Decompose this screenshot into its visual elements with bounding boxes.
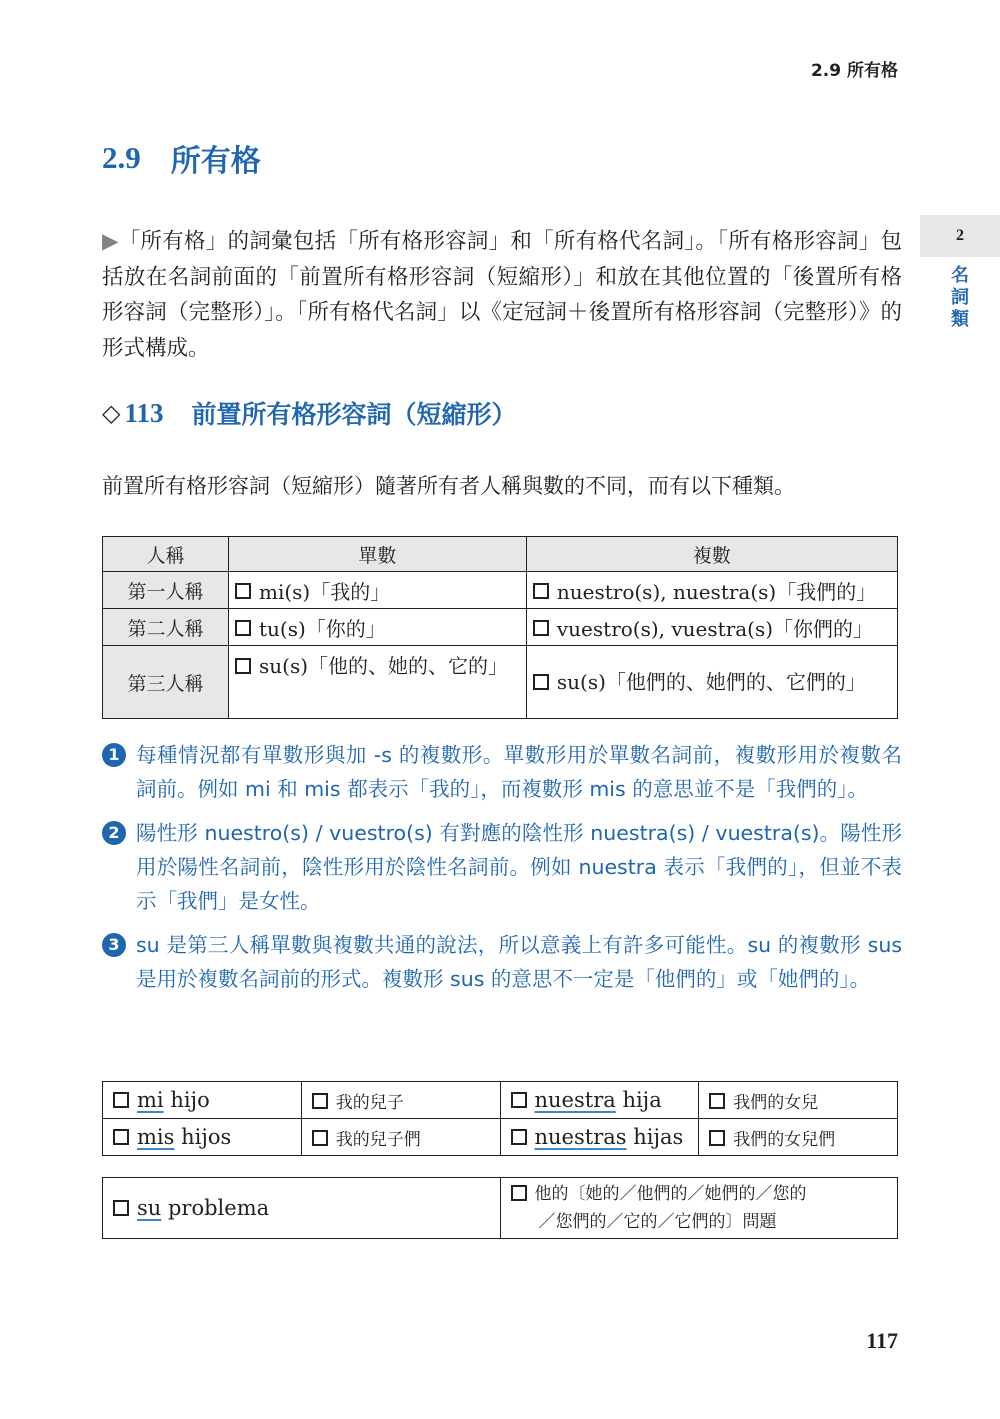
checkbox-icon <box>533 620 549 636</box>
person-cell: 第一人稱 <box>103 572 229 609</box>
checkbox-icon <box>235 583 251 599</box>
plural-cell: nuestro(s), nuestra(s)「我們的」 <box>526 572 897 609</box>
possessive-table <box>102 536 898 719</box>
table-row <box>103 1178 898 1239</box>
notes-list <box>102 738 902 1006</box>
chapter-label: 名詞類 <box>951 265 969 330</box>
checkbox-icon <box>312 1093 328 1109</box>
example-zh: 我們的女兒們 <box>699 1119 898 1156</box>
section-title <box>102 136 261 180</box>
subsection-title <box>102 395 517 431</box>
page-number: 117 <box>866 1328 898 1353</box>
diamond-icon: ◇ <box>102 399 121 427</box>
checkbox-icon <box>709 1093 725 1109</box>
chapter-side-tab <box>920 215 1000 330</box>
subsection-number: 113 <box>124 397 164 428</box>
checkbox-icon <box>511 1092 527 1108</box>
example-es: mis hijos <box>103 1119 302 1156</box>
checkbox-icon <box>235 620 251 636</box>
checkbox-icon <box>235 658 251 674</box>
note-item: 2 陽性形 nuestro(s) / vuestro(s) 有對應的陰性形 nuestra(s) / vuestra(s)。陽性形用於陽性名詞前，陰性形用於陰性名詞前。例如 nuestra 表示「我們的」，但並不表示「我們」是女性。 <box>102 816 902 918</box>
intro-text: 「所有格」的詞彙包括「所有格形容詞」和「所有格代名詞」。「所有格形容詞」包括放在名詞前面的「前置所有格形容詞（短縮形）」和放在其他位置的「後置所有格形容詞（完整形）」。「所有格代名詞」以《定冠詞＋後置所有格形容詞（完整形）》的形式構成。 <box>102 229 902 361</box>
singular-cell: tu(s)「你的」 <box>229 609 527 646</box>
example-es: mi hijo <box>103 1082 302 1119</box>
table-row <box>103 609 898 646</box>
checkbox-icon <box>113 1200 129 1216</box>
su-example-es: su problema <box>103 1178 501 1239</box>
description: 前置所有格形容詞（短縮形）隨著所有者人稱與數的不同，而有以下種類。 <box>102 474 795 498</box>
example-es: nuestras hijas <box>500 1119 699 1156</box>
intro-paragraph <box>102 224 902 366</box>
note-item: 1 每種情況都有單數形與加 -s 的複數形。單數形用於單數名詞前，複數形用於複數名詞前。例如 mi 和 mis 都表示「我的」，而複數形 mis 的意思並不是「我們的」。 <box>102 738 902 806</box>
checkbox-icon <box>709 1130 725 1146</box>
example-zh: 我的兒子 <box>301 1082 500 1119</box>
chapter-number: 2 <box>920 215 1000 257</box>
table-row <box>103 572 898 609</box>
checkbox-icon <box>533 674 549 690</box>
number-circle-icon: 1 <box>102 743 126 767</box>
su-example-table <box>102 1177 898 1239</box>
examples-table <box>102 1081 898 1156</box>
header-plural: 複數 <box>526 537 897 572</box>
number-circle-icon: 2 <box>102 821 126 845</box>
triangle-marker-icon: ▶ <box>102 229 119 254</box>
table-row <box>103 646 898 719</box>
example-es: nuestra hija <box>500 1082 699 1119</box>
checkbox-icon <box>511 1185 527 1201</box>
checkbox-icon <box>511 1129 527 1145</box>
subsection-name: 前置所有格形容詞（短縮形） <box>191 400 517 429</box>
note-item: 3 su 是第三人稱單數與複數共通的說法，所以意義上有許多可能性。su 的複數形 sus 是用於複數名詞前的形式。複數形 sus 的意思不一定是「他們的」或「她們的」。 <box>102 928 902 996</box>
checkbox-icon <box>312 1130 328 1146</box>
header-singular: 單數 <box>229 537 527 572</box>
section-number: 2.9 <box>102 140 141 175</box>
running-header: 2.9 所有格 <box>810 61 898 81</box>
singular-cell: mi(s)「我的」 <box>229 572 527 609</box>
plural-cell: su(s)「他們的、她們的、它們的」 <box>526 646 897 719</box>
example-zh: 我們的女兒 <box>699 1082 898 1119</box>
person-cell: 第二人稱 <box>103 609 229 646</box>
table-row <box>103 1082 898 1119</box>
checkbox-icon <box>113 1129 129 1145</box>
table-row <box>103 1119 898 1156</box>
number-circle-icon: 3 <box>102 933 126 957</box>
singular-cell: su(s)「他的、她的、它的」 <box>229 646 527 719</box>
checkbox-icon <box>113 1092 129 1108</box>
person-cell: 第三人稱 <box>103 646 229 719</box>
checkbox-icon <box>533 583 549 599</box>
header-person: 人稱 <box>103 537 229 572</box>
example-zh: 我的兒子們 <box>301 1119 500 1156</box>
su-example-zh: 他的〔她的／他們的／她們的／您的 ／您們的／它的／它們的〕問題 <box>500 1178 898 1239</box>
section-name: 所有格 <box>170 144 261 179</box>
plural-cell: vuestro(s), vuestra(s)「你們的」 <box>526 609 897 646</box>
table-header-row <box>103 537 898 572</box>
